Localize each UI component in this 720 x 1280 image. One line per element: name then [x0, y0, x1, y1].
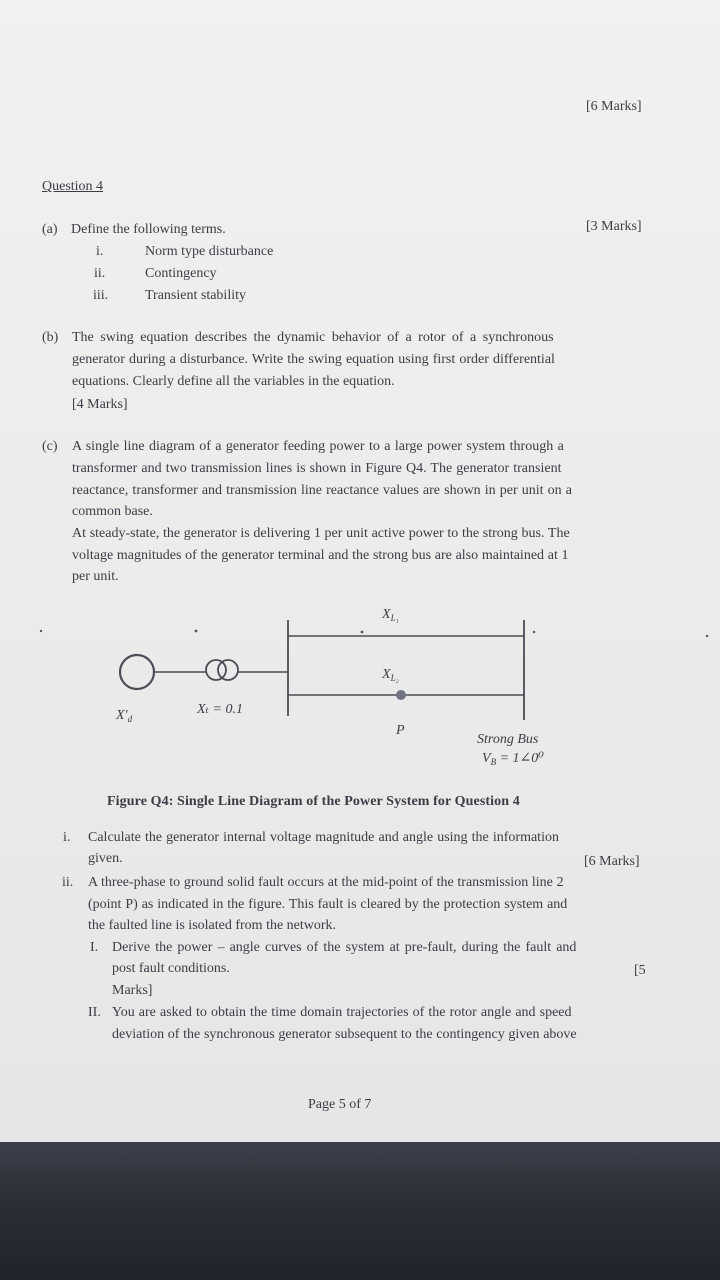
part-c-line: reactance, transformer and transmission line reactance values are shown in per unit on a [72, 483, 572, 498]
sub-I-line: post fault conditions. [112, 961, 230, 976]
sub-II-num: II. [88, 1005, 101, 1020]
part-b-label: (b) [42, 330, 59, 345]
part-c-line: At steady-state, the generator is delivering 1 per unit active power to the strong bus. The [72, 526, 570, 541]
term-num: i. [96, 244, 104, 259]
sub-II-line: deviation of the synchronous generator subsequent to the contingency given above [112, 1027, 577, 1042]
term-num: iii. [93, 288, 109, 303]
single-line-diagram [0, 590, 720, 780]
part-a-text: Define the following terms. [71, 222, 226, 237]
part-c-line: A single line diagram of a generator feeding power to a large power system through a [72, 439, 564, 454]
term-num: ii. [94, 266, 106, 281]
dust-dot [361, 631, 364, 634]
strong-bus-label: Strong Bus [477, 732, 539, 747]
part-b-line: The swing equation describes the dynamic behavior of a rotor of a synchronous [72, 330, 554, 345]
transformer-symbol [218, 660, 238, 680]
vb-label: $V_B$ = 1∠0⁰ [482, 751, 544, 767]
top-marks: [6 Marks] [586, 99, 642, 114]
dust-dot [195, 630, 198, 633]
sub-I-line: Derive the power – angle curves of the system at pre-fault, during the fault and [112, 940, 577, 955]
part-c-line: voltage magnitudes of the generator terminal and the strong bus are also maintained at 1 [72, 548, 569, 563]
page-number: Page 5 of 7 [308, 1097, 372, 1112]
part-c-label: (c) [42, 439, 58, 454]
xd-label: $X'_d$ [116, 708, 133, 724]
sub-II-line: You are asked to obtain the time domain trajectories of the rotor angle and speed [112, 1005, 572, 1020]
figure-caption: Figure Q4: Single Line Diagram of the Power System for Question 4 [107, 794, 520, 809]
sub-ii-line: the faulted line is isolated from the network. [88, 918, 337, 933]
term-text: Norm type disturbance [145, 244, 274, 259]
background-surface [0, 1142, 720, 1280]
fault-point-label: P [396, 723, 405, 738]
sub-I-num: I. [90, 940, 99, 955]
fault-point-marker [396, 690, 406, 700]
sub-ii-line: A three-phase to ground solid fault occurs at the mid-point of the transmission line 2 [88, 875, 564, 890]
part-b-line: generator during a disturbance. Write the swing equation using first order differential [72, 352, 555, 367]
part-c-line: transformer and two transmission lines is shown in Figure Q4. The generator transient [72, 461, 562, 476]
sub-I-marks: Marks] [112, 983, 153, 998]
part-c-line: per unit. [72, 569, 119, 584]
sub-i-line: Calculate the generator internal voltage magnitude and angle using the information [88, 830, 559, 845]
dust-dot [40, 630, 42, 632]
dust-dot [533, 631, 535, 633]
part-a-label: (a) [42, 222, 58, 237]
term-text: Contingency [145, 266, 217, 281]
part-b-marks: [4 Marks] [72, 397, 128, 412]
question-title: Question 4 [42, 179, 104, 194]
part-c-line: common base. [72, 504, 153, 519]
sub-ii-num: ii. [62, 875, 74, 890]
sub-I-marks: [5 [634, 963, 646, 978]
term-text: Transient stability [145, 288, 246, 303]
sub-i-line: given. [88, 851, 123, 866]
sub-i-marks: [6 Marks] [584, 854, 640, 869]
dust-dot [706, 635, 708, 637]
sub-ii-line: (point P) as indicated in the figure. This fault is cleared by the protection system and [88, 897, 568, 912]
xl2-label: $X_{L_2}$ [382, 667, 399, 683]
xl1-label: $X_{L_1}$ [382, 607, 399, 623]
transformer-symbol [206, 660, 226, 680]
sub-i-num: i. [63, 830, 71, 845]
generator-symbol [120, 655, 154, 689]
part-b-line: equations. Clearly define all the variables in the equation. [72, 374, 395, 389]
part-a-marks: [3 Marks] [586, 219, 642, 234]
xt-label: Xₜ = 0.1 [197, 702, 243, 717]
